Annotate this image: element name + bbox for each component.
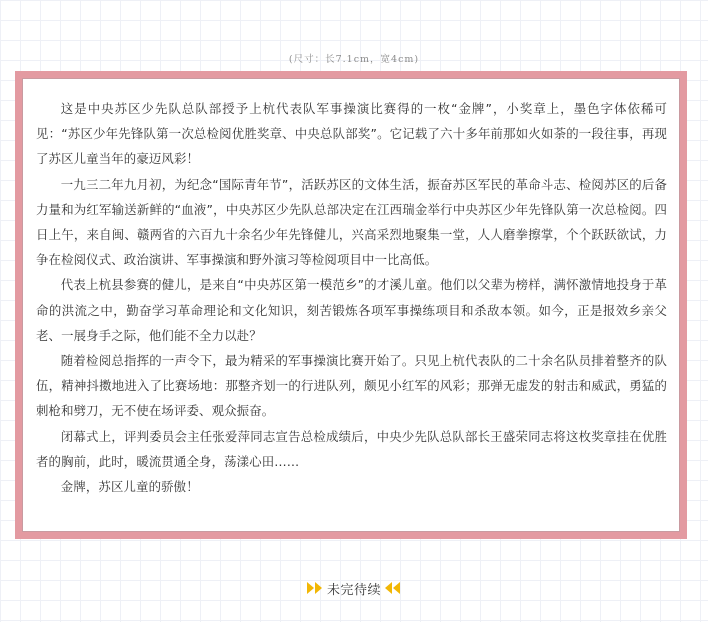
- size-note: (尺寸：长7.1cm，宽4cm): [288, 54, 420, 65]
- article-paragraph: 闭幕式上，评判委员会主任张爱萍同志宣告总检成绩后，中央少先队总队部长王盛荣同志将这枚奖章挂在优胜者的胸前，此时，暖流贯通全身，荡漾心田……: [36, 428, 667, 469]
- article-paragraph: 这是中央苏区少先队总队部授予上杭代表队军事操演比赛得的一枚“金牌”，小奖章上，墨色字体依稀可见：“苏区少年先锋队第一次总检阅优胜奖章、中央总队部奖”。它记载了六十多年前那如火如荼的一段往事，再现了苏区儿童当年的豪迈风彩！: [36, 101, 667, 167]
- article-frame: [15, 71, 687, 539]
- article-paragraph: 金牌，苏区儿童的骄傲！: [60, 479, 199, 495]
- article-paragraph: 一九三二年九月初，为纪念“国际青年节”，活跃苏区的文体生活，振奋苏区军民的革命斗志、检阅苏区的后备力量和为红军输送新鲜的“血液”，中央苏区少先队总部决定在江西瑞金举行中央苏区少年先锋队第一次总检阅。四日上午，来自闽、赣两省的六百九十余名少年先锋健儿，兴高采烈地聚集一堂，人人磨拳擦掌，个个跃跃欲试，力争在检阅仪式、政治演讲、军事操演和野外演习等检阅项目中一比高低。: [36, 176, 667, 268]
- article-body: [22, 78, 680, 532]
- to-be-continued: [0, 578, 708, 598]
- double-chevron-right-icon: [306, 581, 324, 595]
- article-paragraph: 随着检阅总指挥的一声令下，最为精采的军事操演比赛开始了。只见上杭代表队的二十余名队员排着整齐的队伍，精神抖擞地进入了比赛场地：那整齐划一的行进队列，颇见小红军的风彩；那弹无虚发的射击和威武，勇猛的刺枪和劈刀，无不使在场评委、观众振奋。: [36, 353, 667, 419]
- article-paragraph: 代表上杭县参赛的健儿，是来自“中央苏区第一模范乡”的才溪儿童。他们以父辈为榜样，满怀激情地投身于革命的洪流之中，勤奋学习革命理论和文化知识，刻苦锻炼各项军事操练项目和杀敌本领。如今，正是报效乡亲父老、一展身手之际，他们能不全力以赴？: [36, 277, 667, 343]
- continue-label: 未完待续: [326, 582, 381, 598]
- double-chevron-left-icon: [384, 581, 402, 595]
